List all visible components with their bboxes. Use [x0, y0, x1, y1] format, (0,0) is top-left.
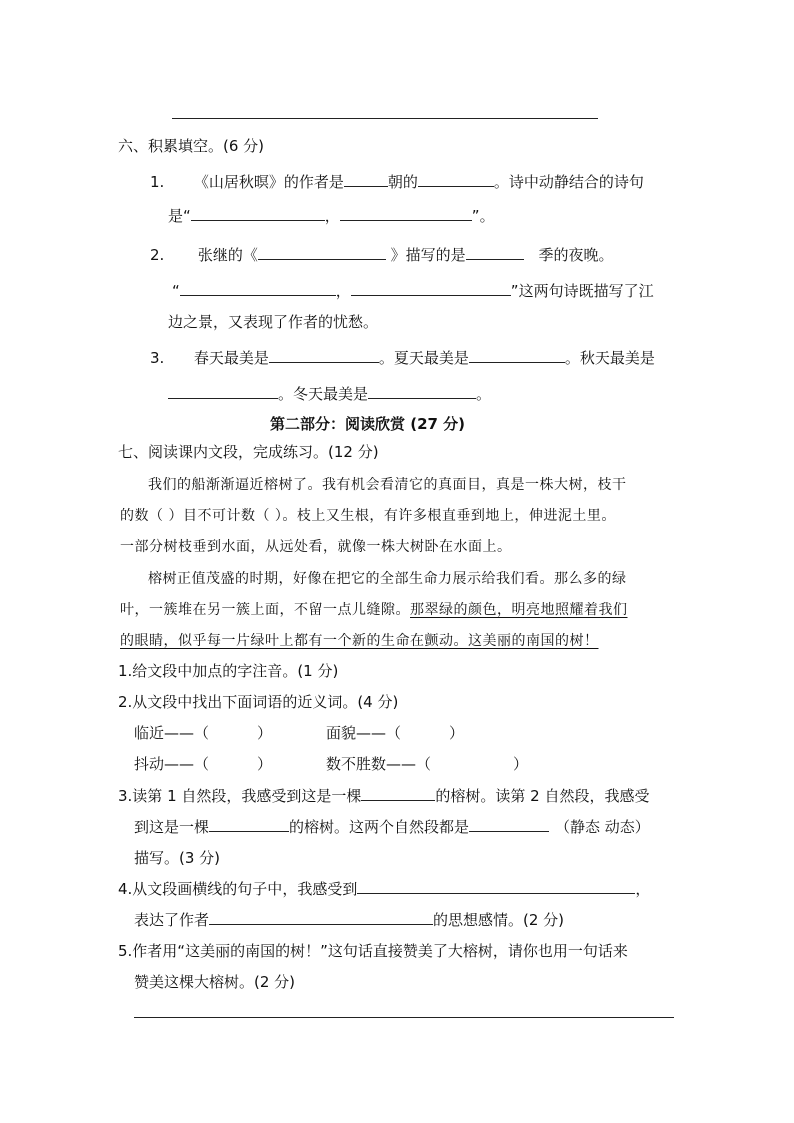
sq2-word-2-label: 面貌——（	[326, 724, 402, 742]
passage-underlined-b: 的眼睛，似乎每一片绿叶上都有一个新的生命在颤动。这美丽的南国的树！	[120, 633, 599, 649]
sq2-word-1-label: 临近——（	[134, 724, 210, 742]
q2-text-d: “	[172, 282, 180, 300]
sq4-text-b: ，	[635, 880, 651, 898]
sq2-close-1: ）	[257, 724, 273, 742]
section7-heading: 七、阅读课内文段，完成练习。(12 分)	[118, 443, 379, 461]
q3-line1	[150, 347, 655, 368]
q1-blank-verse2[interactable]	[340, 206, 472, 221]
q2-number: 2.	[150, 246, 165, 264]
q3-text-a: 春天最美是	[193, 349, 269, 367]
q3-blank-winter[interactable]	[368, 384, 476, 399]
subq2: 2.从文段中找出下面词语的近义词。(4 分)	[118, 693, 399, 711]
q1-number: 1.	[150, 173, 165, 191]
sq2-word-4-label: 数不胜数——（	[326, 755, 432, 773]
passage-p1-line3: 一部分树枝垂到水面，从远处看，就像一株大树卧在水面上。	[120, 539, 512, 555]
q3-blank-autumn[interactable]	[168, 384, 278, 399]
subq3-line2	[134, 816, 650, 837]
sq2-word-3	[134, 753, 272, 774]
q2-text-e: ，	[335, 282, 351, 300]
q1-blank-verse1[interactable]	[191, 206, 325, 221]
subq4-line2	[134, 909, 564, 930]
passage-p2-plain: 叶，一簇堆在另一簇上面，不留一点儿缝隙。	[120, 602, 410, 618]
sq2-close-3: ）	[257, 755, 273, 773]
sq2-word-2	[326, 722, 464, 743]
subq3-line3: 描写。(3 分)	[134, 849, 221, 867]
q2-text-b: 》描写的是	[390, 246, 466, 264]
q1-text-b: 朝的	[387, 173, 418, 191]
passage-p1-line2: 的数（ ）目不可计数（ ）。枝上又生根，有许多根直垂到地上，伸进泥土里。	[120, 508, 616, 524]
q1-line1	[150, 171, 644, 192]
q2-line1	[150, 244, 613, 265]
sq2-close-2: ）	[449, 724, 465, 742]
passage-p2-line1: 榕树正值茂盛的时期，好像在把它的全部生命力展示给我们看。那么多的绿	[148, 571, 627, 587]
answer-line-bottom[interactable]	[134, 1017, 674, 1018]
sq3-blank-2[interactable]	[209, 817, 289, 832]
passage-p2-line2	[120, 599, 628, 619]
q2-blank-verse1[interactable]	[180, 281, 336, 296]
q2-line3: 边之景，又表现了作者的忧愁。	[168, 313, 379, 331]
q1-text-c: 。诗中动静结合的诗句	[493, 173, 644, 191]
q3-text-e: 。	[476, 385, 492, 403]
q1-text-d: 是“	[168, 207, 191, 225]
sq4-text-c: 表达了作者	[134, 911, 210, 929]
q1-blank-dynasty[interactable]	[418, 172, 494, 187]
part2-title: 第二部分：阅读欣赏 (27 分)	[270, 415, 466, 433]
section6-heading: 六、积累填空。(6 分)	[118, 137, 265, 155]
passage-p1-line1: 我们的船渐渐逼近榕树了。我有机会看清它的真面目，真是一株大树，枝干	[148, 477, 627, 493]
q3-text-b: 。夏天最美是	[378, 349, 469, 367]
subq5-line1: 5.作者用“这美丽的南国的树！”这句话直接赞美了大榕树，请你也用一句话来	[118, 942, 628, 960]
sq2-close-4: ）	[513, 755, 529, 773]
q1-text-f: ”。	[471, 207, 495, 225]
subq4-line1	[118, 878, 650, 899]
answer-line-top	[172, 118, 598, 119]
q3-text-c: 。秋天最美是	[564, 349, 655, 367]
sq2-word-1	[134, 722, 272, 743]
sq3-text-b: 的榕树。读第 2 自然段，我感受	[435, 787, 650, 805]
q3-text-d: 。冬天最美是	[278, 385, 369, 403]
subq1: 1.给文段中加点的字注音。(1 分)	[118, 662, 339, 680]
passage-underlined-a: 那翠绿的颜色，明亮地照耀着我们	[410, 602, 628, 618]
subq3-line1	[118, 785, 650, 806]
sq3-blank-1[interactable]	[361, 786, 435, 801]
q2-text-f: ”这两句诗既描写了江	[510, 282, 654, 300]
q2-blank-season[interactable]	[466, 245, 524, 260]
q2-line2	[172, 280, 654, 301]
sq3-text-c: 到这是一棵	[134, 818, 210, 836]
sq4-blank-2[interactable]	[209, 910, 433, 925]
q1-line2	[168, 205, 495, 226]
q3-number: 3.	[150, 349, 165, 367]
q2-blank-title[interactable]	[258, 245, 386, 260]
q2-text-a: 张继的《	[197, 246, 258, 264]
q3-blank-spring[interactable]	[269, 348, 379, 363]
sq3-text-a: 3.读第 1 自然段，我感受到这是一棵	[118, 787, 362, 805]
sq3-blank-3[interactable]	[469, 817, 549, 832]
sq3-text-d: 的榕树。这两个自然段都是	[289, 818, 470, 836]
sq2-word-4	[326, 753, 528, 774]
q1-text-e: ，	[324, 207, 340, 225]
sq4-text-d: 的思想感情。(2 分)	[433, 911, 565, 929]
q2-text-c: 季的夜晚。	[538, 246, 614, 264]
sq2-word-3-label: 抖动——（	[134, 755, 210, 773]
sq4-blank-1[interactable]	[357, 879, 635, 894]
q3-line2	[168, 383, 491, 404]
q3-blank-summer[interactable]	[469, 348, 565, 363]
subq5-line2: 赞美这棵大榕树。(2 分)	[134, 973, 296, 991]
q2-blank-verse2[interactable]	[351, 281, 511, 296]
q1-blank-author[interactable]	[344, 172, 388, 187]
q1-text-a: 《山居秋暝》的作者是	[193, 173, 344, 191]
sq4-text-a: 4.从文段画横线的句子中，我感受到	[118, 880, 358, 898]
sq3-options: （静态 动态）	[555, 818, 650, 836]
